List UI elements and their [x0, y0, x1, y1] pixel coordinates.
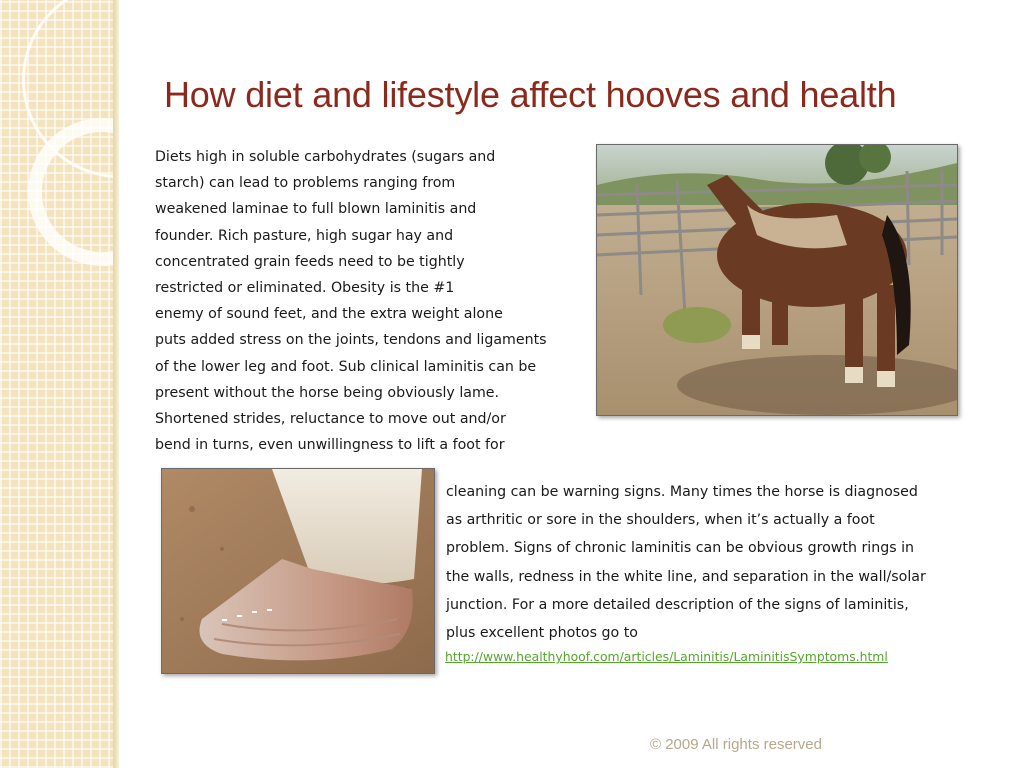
text-line: plus excellent photos go to	[446, 625, 638, 642]
horse-in-corral-photo	[596, 144, 958, 416]
hoof-photo-illustration	[162, 469, 434, 673]
text-line: present without the horse being obviously lame.	[155, 384, 500, 401]
decorative-side-panel	[0, 0, 113, 768]
body-paragraph-1	[155, 144, 600, 458]
slide-title: How diet and lifestyle affect hooves and health	[164, 74, 897, 115]
text-line: puts added stress on the joints, tendons and ligaments	[155, 332, 547, 349]
text-line: concentrated grain feeds need to be tightly	[155, 253, 465, 270]
text-line: cleaning can be warning signs. Many times the horse is diagnosed	[446, 484, 918, 500]
copyright-notice: © 2009 All rights reserved	[650, 736, 822, 753]
text-line: problem. Signs of chronic laminitis can be obvious growth rings in	[446, 540, 915, 557]
text-line: starch) can lead to problems ranging from	[155, 175, 456, 192]
body-paragraph-2	[446, 478, 1006, 647]
text-line: Diets high in soluble carbohydrates (sugars and	[155, 149, 496, 165]
text-line: founder. Rich pasture, high sugar hay and	[155, 227, 454, 244]
text-line: restricted or eliminated. Obesity is the #1	[155, 280, 455, 297]
decorative-ring	[28, 118, 113, 266]
side-panel-edge	[113, 0, 119, 768]
text-line: of the lower leg and foot. Sub clinical laminitis can be	[155, 358, 537, 375]
text-line: the walls, redness in the white line, and separation in the wall/solar	[446, 568, 926, 585]
text-line: junction. For a more detailed description of the signs of laminitis,	[446, 596, 909, 613]
text-line: as arthritic or sore in the shoulders, when it’s actually a foot	[446, 512, 875, 529]
text-line: bend in turns, even unwillingness to lift a foot for	[155, 437, 505, 454]
text-line: Shortened strides, reluctance to move out and/or	[155, 411, 506, 428]
text-line: enemy of sound feet, and the extra weight alone	[155, 306, 503, 323]
horse-photo-illustration	[597, 145, 957, 415]
laminitis-symptoms-link[interactable]: http://www.healthyhoof.com/articles/Laminitis/LaminitisSymptoms.html	[445, 649, 888, 664]
horse-hoof-closeup-photo	[161, 468, 435, 674]
text-line: weakened laminae to full blown laminitis and	[155, 201, 477, 218]
